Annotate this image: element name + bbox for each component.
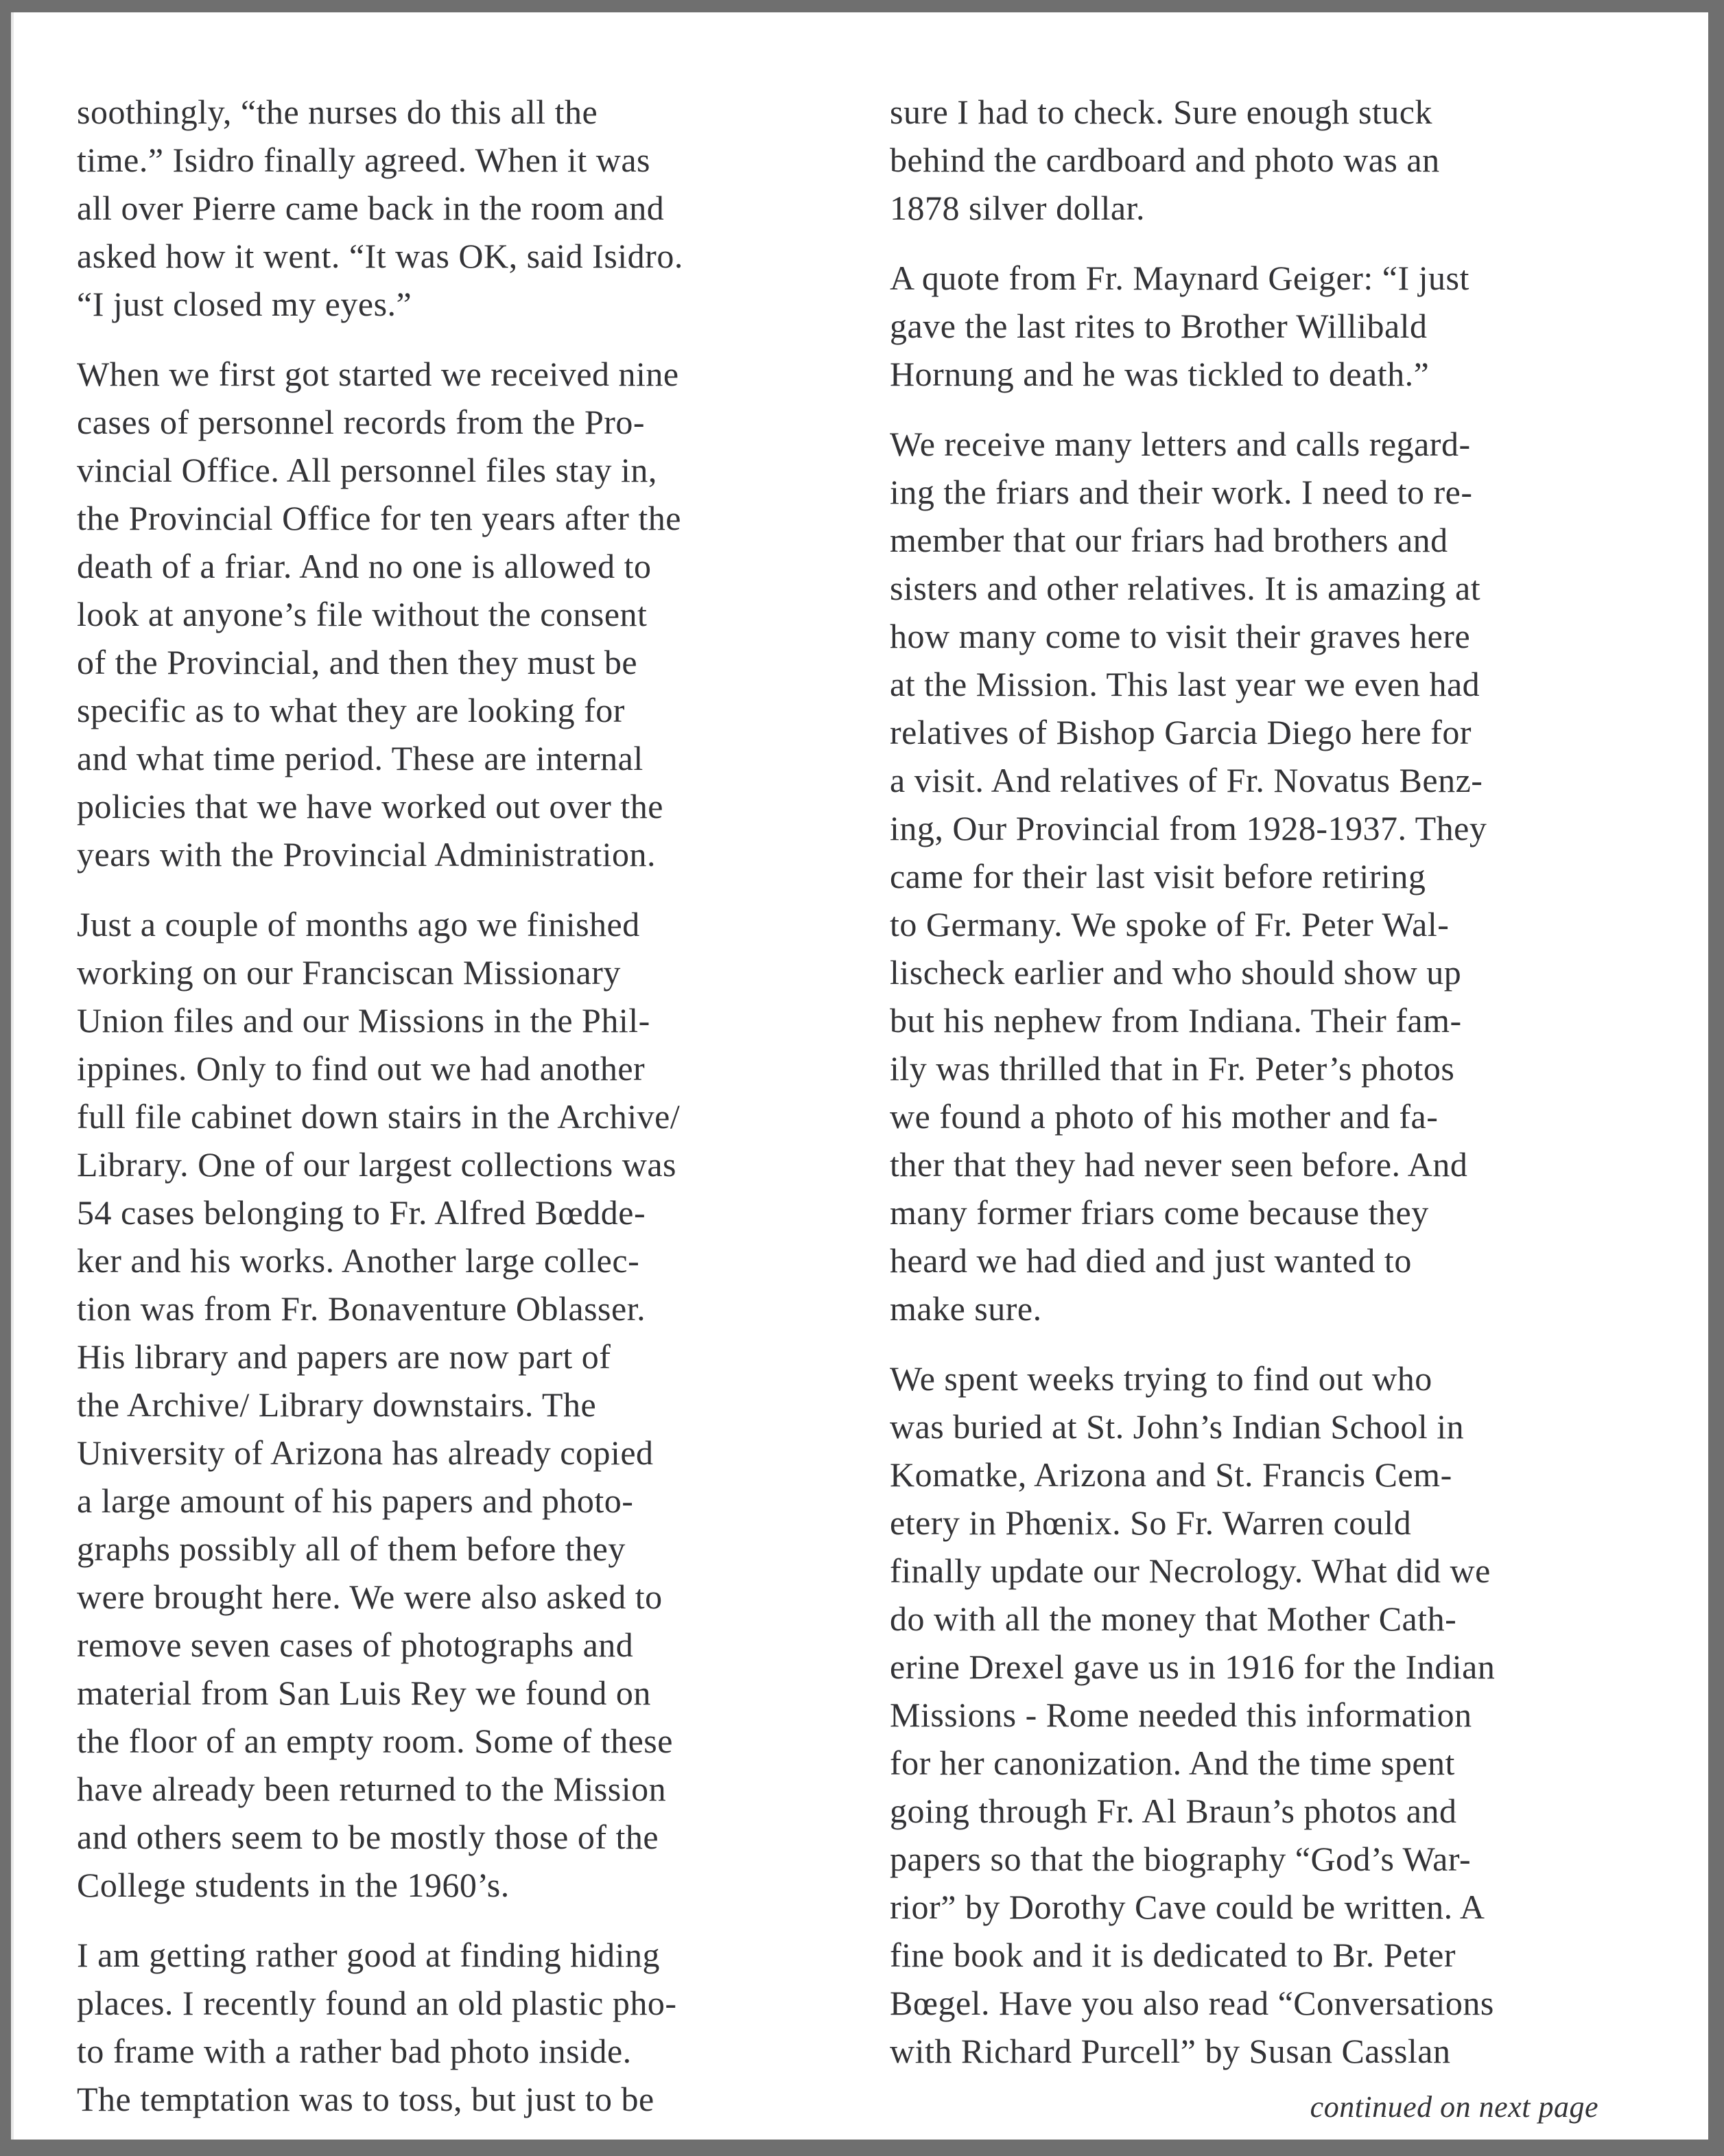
paragraph: Just a couple of months ago we finished working on our Franciscan Missionary Union files and our Missions in the Phil- ippines. Only to find out we had another full file cabinet down stairs in the Archive/ Library. One of our largest collections was 54 cases belonging to Fr. Alfred Bœdde- ker and his works. Another large collec- tion was from Fr. Bonaventure Oblasser. His library and papers are now part of the Archive/ Library downstairs. The University of Arizona has already copied a large amount of his papers and photo- graphs possibly all of them before they were brought here. We were also asked to remove seven cases of photographs and material from San Luis Rey we found on the floor of an empty room. Some of these have already been returned to the Mission and others seem to be mostly those of the College students in the 1960’s. <box>77 905 681 1904</box>
document-page <box>11 12 1708 2140</box>
paragraph: sure I had to check. Sure enough stuck behind the cardboard and photo was an 1878 silver dollar. <box>890 93 1440 227</box>
left-column <box>77 88 838 2145</box>
paragraph: When we first got started we received nine cases of personnel records from the Pro- vincial Office. All personnel files stay in, the Provincial Office for ten years after the death of a friar. And no one is allowed to look at anyone’s file without the consent of the Provincial, and then they must be specific as to what they are looking for and what time period. These are internal policies that we have worked out over the years with the Provincial Administration. <box>77 355 681 874</box>
paragraph: A quote from Fr. Maynard Geiger: “I just gave the last rites to Brother Willibald Hornung and he was tickled to death.” <box>890 259 1469 393</box>
paragraph: We receive many letters and calls regard- ing the friars and their work. I need to re- member that our friars had brothers and sisters and other relatives. It is amazing at how many come to visit their graves here at the Mission. This last year we even had relatives of Bishop Garcia Diego here for a visit. And relatives of Fr. Novatus Benz- ing, Our Provincial from 1928-1937. They came for their last visit before retiring to Germany. We spoke of Fr. Peter Wal- lischeck earlier and who should show up but his nephew from Indiana. Their fam- ily was thrilled that in Fr. Peter’s photos we found a photo of his mother and fa- ther that they had never seen before. And many former friars come because they heard we had died and just wanted to make sure. <box>890 425 1487 1328</box>
right-column <box>890 88 1651 2097</box>
paragraph: We spent weeks trying to find out who was buried at St. John’s Indian School in Komatke, Arizona and St. Francis Cem- etery in Phœnix. So Fr. Warren could finally update our Necrology. What did we do with all the money that Mother Cath- erine Drexel gave us in 1916 for the Indian Missions - Rome needed this information for her canonization. And the time spent going through Fr. Al Braun’s photos and papers so that the biography “God’s War- rior” by Dorothy Cave could be written. A fine book and it is dedicated to Br. Peter Bœgel. Have you also read “Conversations with Richard Purcell” by Susan Casslan <box>890 1359 1496 2070</box>
paragraph: soothingly, “the nurses do this all the time.” Isidro finally agreed. When it was all over Pierre came back in the room and asked how it went. “It was OK, said Isidro. “I just closed my eyes.” <box>77 93 683 323</box>
paragraph: I am getting rather good at finding hiding places. I recently found an old plastic pho- to frame with a rather bad photo inside. The temptation was to toss, but just to be <box>77 1936 677 2118</box>
continued-note: continued on next page <box>1310 2090 1598 2124</box>
